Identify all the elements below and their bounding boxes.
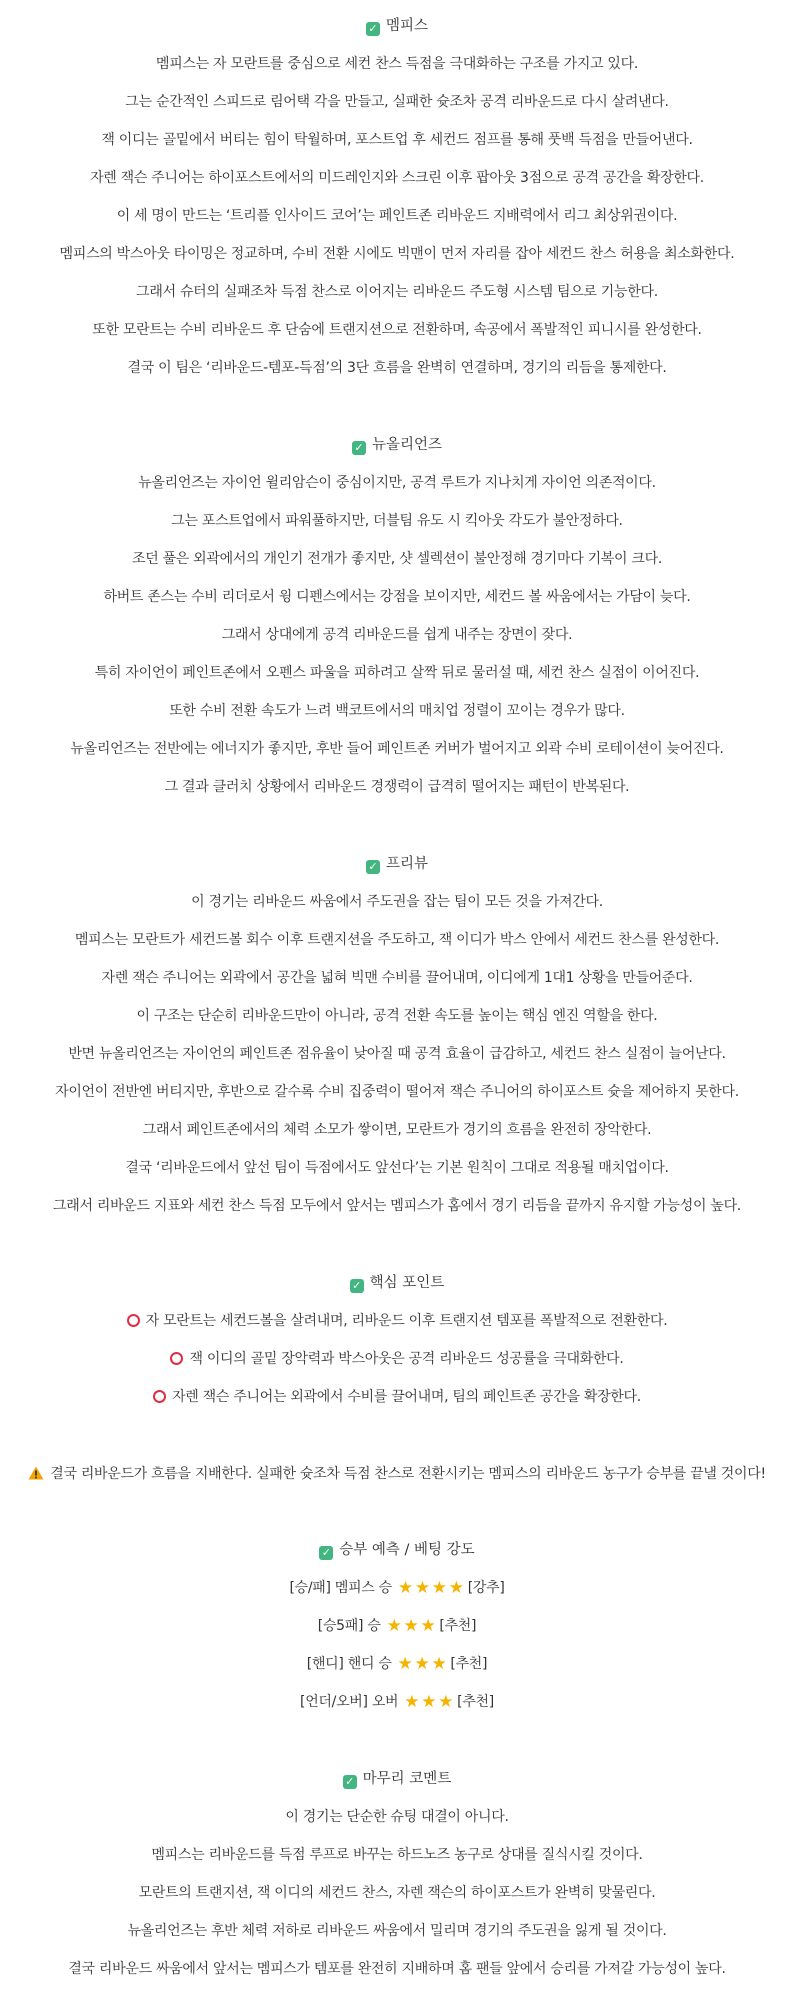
- section-heading: ✓ 승부 예측 / 베팅 강도: [0, 1531, 794, 1569]
- paragraph-line: 이 세 명이 만드는 ‘트리플 인사이드 코어’는 페인트존 리바운드 지배력에서 리그 최상위권이다.: [116, 208, 678, 224]
- prediction-row: [핸디] 핸디 승 ★ ★ ★ [추천]: [0, 1645, 794, 1683]
- paragraph-line: 그는 순간적인 스피드로 림어택 각을 만들고, 실패한 슛조차 공격 리바운드로 다시 살려낸다.: [125, 94, 669, 110]
- check-box-icon: ✓: [366, 22, 380, 36]
- paragraph-line: 이 경기는 단순한 슈팅 대결이 아니다.: [285, 1809, 509, 1825]
- section-pelicans: [0, 426, 794, 806]
- section-heading: ✓ 뉴올리언즈: [0, 426, 794, 464]
- star-icon: ★: [397, 1654, 413, 1674]
- red-circle-icon: [127, 1314, 140, 1327]
- prediction-row: [언더/오버] 오버 ★ ★ ★ [추천]: [0, 1683, 794, 1721]
- paragraph-line: 뉴올리언즈는 자이언 윌리암슨이 중심이지만, 공격 루트가 지나치게 자이언 의존적이다.: [138, 475, 656, 491]
- star-icon: ★: [448, 1578, 464, 1598]
- star-icon: ★: [397, 1578, 413, 1598]
- paragraph-line: 조던 풀은 외곽에서의 개인기 전개가 좋지만, 샷 셀렉션이 불안정해 경기마다 기복이 크다.: [131, 551, 662, 567]
- star-icon: ★: [421, 1692, 437, 1712]
- red-circle-icon: [170, 1352, 183, 1365]
- warning-callout: [0, 1455, 794, 1493]
- paragraph-line: 자렌 잭슨 주니어는 외곽에서 공간을 넓혀 빅맨 수비를 끌어내며, 이디에게 1대1 상황을 만들어준다.: [101, 970, 693, 986]
- warning-text: 결국 리바운드가 흐름을 지배한다. 실패한 슛조차 득점 찬스로 전환시키는 멤피스의 리바운드 농구가 승부를 끝낼 것이다!: [50, 1466, 766, 1482]
- paragraph-line: 멤피스는 자 모란트를 중심으로 세컨 찬스 득점을 극대화하는 구조를 가지고 있다.: [155, 56, 639, 72]
- star-icon: ★: [420, 1616, 436, 1636]
- key-point: 자 모란트는 세컨드볼을 살려내며, 리바운드 이후 트랜지션 템포를 폭발적으로 전환한다.: [0, 1302, 794, 1340]
- paragraph-line: 이 구조는 단순히 리바운드만이 아니라, 공격 전환 속도를 높이는 핵심 엔진 역할을 한다.: [136, 1008, 658, 1024]
- check-box-icon: ✓: [319, 1546, 333, 1560]
- warning-icon: [28, 1466, 44, 1480]
- paragraph-line: 그는 포스트업에서 파워풀하지만, 더블팀 유도 시 킥아웃 각도가 불안정하다.: [171, 513, 623, 529]
- section-heading: ✓ 멤피스: [0, 7, 794, 45]
- check-box-icon: ✓: [366, 860, 380, 874]
- paragraph-line: 그래서 상대에게 공격 리바운드를 쉽게 내주는 장면이 잦다.: [221, 627, 573, 643]
- paragraph-line: 뉴올리언즈는 전반에는 에너지가 좋지만, 후반 들어 페인트존 커버가 벌어지고 외곽 수비 로테이션이 늦어진다.: [70, 741, 724, 757]
- prediction-row: [승5패] 승 ★ ★ ★ [추천]: [0, 1607, 794, 1645]
- section-keypoints: [0, 1264, 794, 1416]
- section-preview: [0, 845, 794, 1225]
- paragraph-line: 자렌 잭슨 주니어는 하이포스트에서의 미드레인지와 스크린 이후 팝아웃 3점으로 공격 공간을 확장한다.: [90, 170, 704, 186]
- star-icon: ★: [431, 1578, 447, 1598]
- paragraph-line: 멤피스는 모란트가 세컨드볼 회수 이후 트랜지션을 주도하고, 잭 이디가 박스 안에서 세컨드 찬스를 완성한다.: [74, 932, 720, 948]
- paragraph-line: 결국 이 팀은 ‘리바운드-템포-득점’의 3단 흐름을 완벽히 연결하며, 경기의 리듬을 통제한다.: [127, 360, 667, 376]
- star-icon: ★: [431, 1654, 447, 1674]
- section-heading: ✓ 프리뷰: [0, 845, 794, 883]
- paragraph-line: 이 경기는 리바운드 싸움에서 주도권을 잡는 팀이 모든 것을 가져간다.: [191, 894, 603, 910]
- paragraph-line: 결국 리바운드 싸움에서 앞서는 멤피스가 템포를 완전히 지배하며 홈 팬들 앞에서 승리를 가져갈 가능성이 높다.: [68, 1961, 726, 1977]
- check-box-icon: ✓: [352, 441, 366, 455]
- star-icon: ★: [414, 1578, 430, 1598]
- section-closing: [0, 1760, 794, 1988]
- paragraph-line: 그 결과 클러치 상황에서 리바운드 경쟁력이 급격히 떨어지는 패턴이 반복된다.: [164, 779, 630, 795]
- paragraph-line: 뉴올리언즈는 후반 체력 저하로 리바운드 싸움에서 밀리며 경기의 주도권을 잃게 될 것이다.: [127, 1923, 667, 1939]
- check-box-icon: ✓: [343, 1775, 357, 1789]
- paragraph-line: 멤피스의 박스아웃 타이밍은 정교하며, 수비 전환 시에도 빅맨이 먼저 자리를 잡아 세컨드 찬스 허용을 최소화한다.: [59, 246, 735, 262]
- star-icon: ★: [414, 1654, 430, 1674]
- paragraph-line: 그래서 리바운드 지표와 세컨 찬스 득점 모두에서 앞서는 멤피스가 홈에서 경기 리듬을 끝까지 유지할 가능성이 높다.: [53, 1198, 741, 1214]
- key-point: 자렌 잭슨 주니어는 외곽에서 수비를 끌어내며, 팀의 페인트존 공간을 확장한다.: [0, 1378, 794, 1416]
- paragraph-line: 반면 뉴올리언즈는 자이언의 페인트존 점유율이 낮아질 때 공격 효율이 급감하고, 세컨드 찬스 실점이 늘어난다.: [68, 1046, 726, 1062]
- paragraph-line: 특히 자이언이 페인트존에서 오펜스 파울을 피하려고 살짝 뒤로 물러설 때, 세컨 찬스 실점이 이어진다.: [94, 665, 700, 681]
- paragraph-line: 잭 이디는 골밑에서 버티는 힘이 탁월하며, 포스트업 후 세컨드 점프를 통해 풋백 득점을 만들어낸다.: [101, 132, 693, 148]
- star-icon: ★: [404, 1692, 420, 1712]
- star-rating: [402, 1694, 453, 1710]
- star-icon: ★: [438, 1692, 454, 1712]
- paragraph-line: 결국 ‘리바운드에서 앞선 팀이 득점에서도 앞선다’는 기본 원칙이 그대로 적용될 매치업이다.: [125, 1160, 669, 1176]
- prediction-row: [승/패] 멤피스 승 ★ ★ ★ ★ [강추]: [0, 1569, 794, 1607]
- section-heading: ✓ 핵심 포인트: [0, 1264, 794, 1302]
- star-rating: [385, 1618, 436, 1634]
- paragraph-line: 또한 모란트는 수비 리바운드 후 단숨에 트랜지션으로 전환하며, 속공에서 폭발적인 피니시를 완성한다.: [92, 322, 702, 338]
- star-icon: ★: [403, 1616, 419, 1636]
- star-icon: ★: [386, 1616, 402, 1636]
- paragraph-line: 또한 수비 전환 속도가 느려 백코트에서의 매치업 정렬이 꼬이는 경우가 많다.: [169, 703, 625, 719]
- paragraph-line: 모란트의 트랜지션, 잭 이디의 세컨드 찬스, 자렌 잭슨의 하이포스트가 완벽히 맞물린다.: [138, 1885, 656, 1901]
- paragraph-line: 멤피스는 리바운드를 득점 루프로 바꾸는 하드노즈 농구로 상대를 질식시킬 것이다.: [151, 1847, 643, 1863]
- star-rating: [396, 1580, 464, 1596]
- check-box-icon: ✓: [350, 1279, 364, 1293]
- paragraph-line: 그래서 페인트존에서의 체력 소모가 쌓이면, 모란트가 경기의 흐름을 완전히 장악한다.: [142, 1122, 652, 1138]
- red-circle-icon: [153, 1390, 166, 1403]
- paragraph-line: 그래서 슈터의 실패조차 득점 찬스로 이어지는 리바운드 주도형 시스템 팀으로 기능한다.: [136, 284, 658, 300]
- section-memphis: [0, 7, 794, 387]
- paragraph-line: 하버트 존스는 수비 리더로서 윙 디펜스에서는 강점을 보이지만, 세컨드 볼 싸움에서는 가담이 늦다.: [103, 589, 691, 605]
- paragraph-line: 자이언이 전반엔 버티지만, 후반으로 갈수록 수비 집중력이 떨어져 잭슨 주니어의 하이포스트 슛을 제어하지 못한다.: [55, 1084, 739, 1100]
- section-heading: ✓ 마무리 코멘트: [0, 1760, 794, 1798]
- star-rating: [396, 1656, 447, 1672]
- section-prediction: [0, 1531, 794, 1721]
- key-point: 잭 이디의 골밑 장악력과 박스아웃은 공격 리바운드 성공률을 극대화한다.: [0, 1340, 794, 1378]
